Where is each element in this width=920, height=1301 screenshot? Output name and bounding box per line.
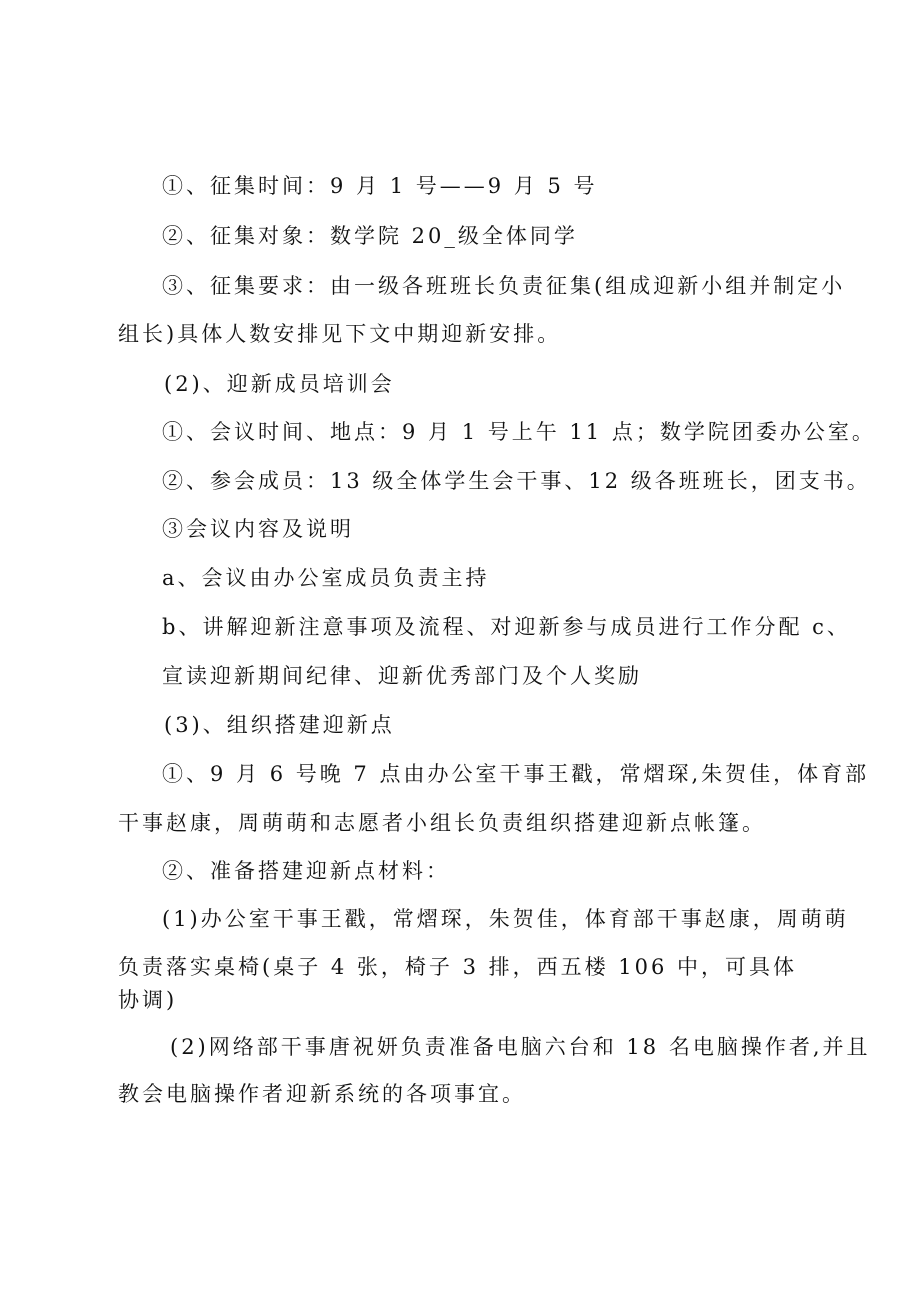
paragraph-line: (1)办公室干事王戳，常熠琛，朱贺佳，体育部干事赵康，周萌萌 bbox=[162, 907, 849, 931]
section-heading: (3)、组织搭建迎新点 bbox=[164, 713, 395, 737]
paragraph-line: ①、9 月 6 号晚 7 点由办公室干事王戳，常熠琛,朱贺佳，体育部 bbox=[162, 762, 870, 786]
paragraph-line: 教会电脑操作者迎新系统的各项事宜。 bbox=[118, 1082, 526, 1106]
paragraph-line: 干事赵康，周萌萌和志愿者小组长负责组织搭建迎新点帐篷。 bbox=[118, 811, 766, 835]
paragraph-line: ③会议内容及说明 bbox=[162, 517, 354, 541]
paragraph-line: ②、准备搭建迎新点材料： bbox=[162, 859, 450, 883]
section-heading: (2)、迎新成员培训会 bbox=[164, 372, 395, 396]
paragraph-line: ②、参会成员：13 级全体学生会干事、12 级各班班长，团支书。 bbox=[162, 469, 871, 493]
paragraph-line: ①、会议时间、地点：9 月 1 号上午 11 点；数学院团委办公室。 bbox=[162, 420, 876, 444]
paragraph-line: 宣读迎新期间纪律、迎新优秀部门及个人奖励 bbox=[162, 664, 642, 688]
paragraph-line: a、会议由办公室成员负责主持 bbox=[162, 566, 490, 590]
paragraph-line: b、讲解迎新注意事项及流程、对迎新参与成员进行工作分配 c、 bbox=[162, 615, 851, 639]
paragraph-line: ②、征集对象：数学院 20_级全体同学 bbox=[162, 224, 578, 248]
paragraph-line: ①、征集时间：9 月 1 号——9 月 5 号 bbox=[162, 174, 598, 198]
paragraph-line: 协调) bbox=[118, 988, 178, 1012]
paragraph-line: ③、征集要求：由一级各班班长负责征集(组成迎新小组并制定小 bbox=[162, 274, 846, 298]
paragraph-line: 组长)具体人数安排见下文中期迎新安排。 bbox=[118, 322, 562, 346]
paragraph-line: 负责落实桌椅(桌子 4 张，椅子 3 排，西五楼 106 中，可具体 bbox=[118, 955, 798, 979]
paragraph-line: (2)网络部干事唐祝妍负责准备电脑六台和 18 名电脑操作者,并且 bbox=[170, 1035, 871, 1059]
